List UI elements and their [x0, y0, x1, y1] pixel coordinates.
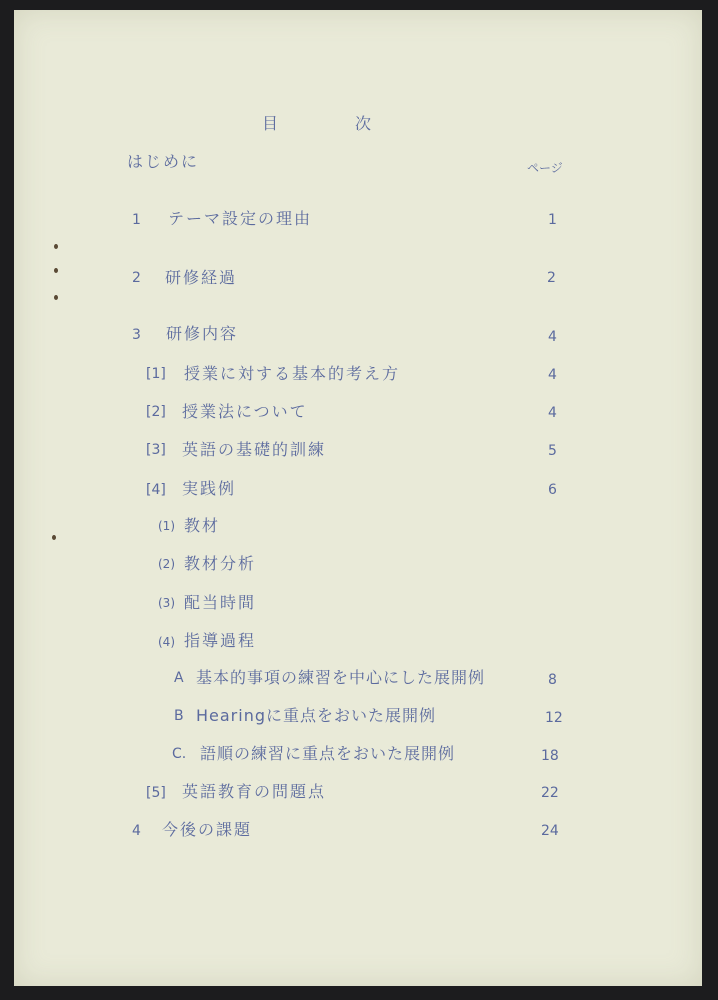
- title-right-char: 次: [355, 114, 372, 133]
- entry-page: 18: [541, 748, 559, 764]
- entry-number: 2: [132, 270, 141, 286]
- entry-page: 4: [548, 405, 557, 421]
- entry-number: [5]: [146, 785, 166, 801]
- page-column-header: ページ: [527, 161, 563, 175]
- punch-hole: [54, 244, 58, 249]
- entry-number: (1): [158, 519, 175, 533]
- entry-number: [2]: [146, 404, 166, 420]
- entry-label: 英語教育の問題点: [182, 782, 327, 801]
- entry-label: テーマ設定の理由: [168, 209, 313, 228]
- entry-number: (2): [158, 557, 175, 571]
- entry-number: 1: [132, 212, 141, 228]
- entry-page: 4: [548, 329, 557, 345]
- entry-label: 指導過程: [184, 631, 257, 650]
- title-left-char: 目: [262, 114, 279, 133]
- punch-hole: [54, 268, 58, 273]
- entry-label: 実践例: [182, 479, 237, 498]
- entry-page: 2: [547, 270, 556, 286]
- entry-number: [4]: [146, 482, 166, 498]
- entry-label: 英語の基礎的訓練: [182, 440, 327, 459]
- entry-number: A: [174, 670, 184, 686]
- entry-label: 研修内容: [166, 324, 239, 343]
- entry-label: 教材分析: [184, 554, 257, 573]
- entry-number: [3]: [146, 442, 166, 458]
- entry-page: 4: [548, 367, 557, 383]
- entry-page: 24: [541, 823, 559, 839]
- entry-label: 語順の練習に重点をおいた展開例: [200, 744, 456, 763]
- entry-label: Hearingに重点をおいた展開例: [196, 706, 437, 725]
- entry-label: 授業に対する基本的考え方: [184, 364, 401, 383]
- entry-number: 4: [132, 823, 141, 839]
- entry-number: B: [174, 708, 184, 724]
- entry-page: 8: [548, 672, 557, 688]
- entry-label: 基本的事項の練習を中心にした展開例: [196, 668, 486, 687]
- intro-label: はじめに: [127, 152, 200, 171]
- entry-number: (3): [158, 596, 175, 610]
- entry-number: [1]: [146, 366, 166, 382]
- entry-label: 研修経過: [165, 268, 238, 287]
- entry-label: 今後の課題: [162, 820, 253, 839]
- entry-number: C.: [172, 746, 187, 762]
- entry-number: (4): [158, 635, 175, 649]
- entry-page: 6: [548, 482, 557, 498]
- entry-page: 12: [545, 710, 563, 726]
- entry-label: 授業法について: [182, 402, 308, 421]
- document-page: [14, 10, 702, 986]
- entry-label: 教材: [184, 516, 221, 535]
- entry-page: 5: [548, 443, 557, 459]
- entry-number: 3: [132, 327, 141, 343]
- punch-hole: [54, 295, 58, 300]
- entry-page: 1: [548, 212, 557, 228]
- punch-hole: [52, 535, 56, 540]
- entry-label: 配当時間: [184, 593, 257, 612]
- entry-page: 22: [541, 785, 559, 801]
